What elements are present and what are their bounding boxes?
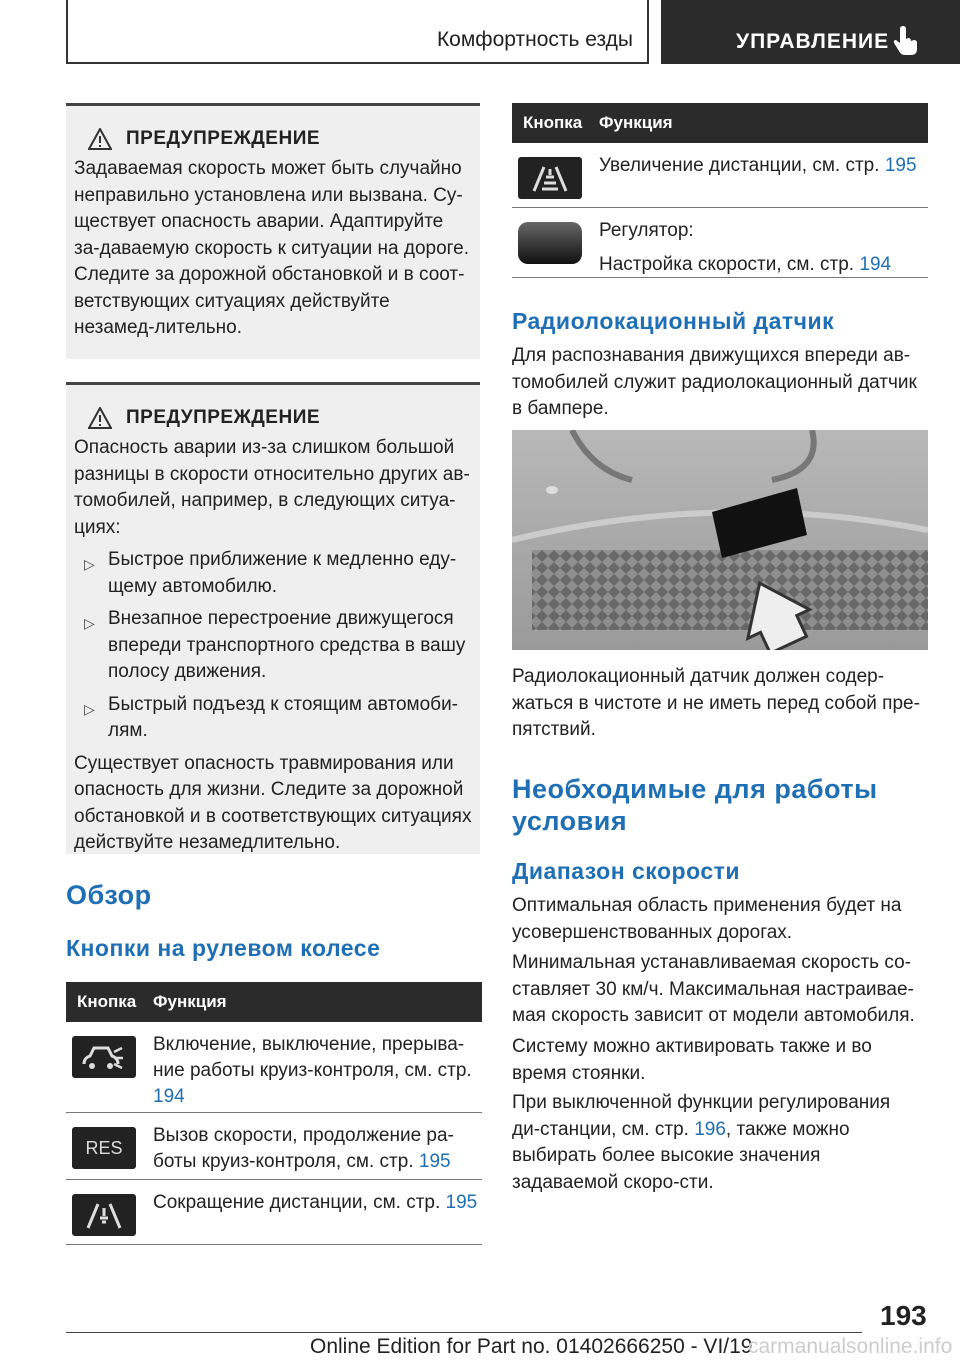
warning-list	[74, 547, 472, 745]
rocker-switch-icon	[518, 222, 582, 264]
footer-divider	[66, 1332, 862, 1333]
warning-title	[88, 128, 472, 150]
page-link[interactable]: 195	[418, 1151, 451, 1172]
table-header	[66, 982, 482, 1022]
warning-text: Задаваемая скорость может быть случайно неправильно установлена или вызвана. Су-ществует опасность аварии. Адаптируйте за-даваемую скорость к ситуации на дороге. Следите за дорожной обстановкой и в соот-ветствующих ситуациях действуйте незамед-лительно.	[74, 158, 470, 338]
table-row	[512, 143, 928, 208]
page-link[interactable]: 195	[884, 155, 917, 176]
page-link[interactable]: 194	[153, 1086, 185, 1107]
distance-increase-icon	[518, 157, 582, 199]
hand-pointer-icon	[893, 24, 919, 56]
conditions-p2: Минимальная устанавливаемая скорость со-ставляет 30 км/ч. Максимальная настраивае-мая скорость зависит от модели автомобиля.	[512, 952, 915, 1026]
conditions-heading: Необходимые для работы условия	[512, 774, 878, 836]
buttons-subheading: Кнопки на рулевом колесе	[66, 935, 381, 961]
header-chapter-tab	[661, 0, 960, 64]
conditions-p4: При выключенной функции регулирования ди-станции, см. стр. 196, также можно выбирать более высокие значения задаваемой скоро-сти.	[512, 1092, 891, 1193]
page-link[interactable]: 195	[445, 1192, 478, 1213]
warning-title	[88, 407, 472, 429]
col-button-header: Кнопка	[77, 992, 137, 1011]
bullet-triangle-icon: ▷	[84, 556, 95, 572]
row-text: Регулятор:	[599, 220, 694, 241]
conditions-p1: Оптимальная область применения будет на усовершенствованных дорогах.	[512, 895, 902, 943]
header-section-tab	[66, 0, 649, 64]
overview-heading: Обзор	[66, 880, 152, 910]
bullet-triangle-icon: ▷	[84, 700, 95, 717]
footer-edition: Online Edition for Part no. 01402666250 - VI/19	[310, 1335, 753, 1358]
list-item: ▷ Быстрое приближение к медленно еду-щему автомобилю.	[84, 549, 457, 597]
list-item: ▷ Быстрый подъезд к стоящим автомоби-лям.	[84, 693, 459, 741]
table-row	[66, 1180, 482, 1245]
table-row	[66, 1113, 482, 1180]
table-row	[512, 208, 928, 278]
warning-triangle-icon	[88, 128, 112, 150]
page-number: 193	[880, 1300, 927, 1331]
radar-caption: Радиолокационный датчик должен содер-жаться в чистоте и не иметь перед собой пре-пятствий.	[512, 666, 920, 740]
radar-text: Для распознавания движущихся впереди ав-томобилей служит радиолокационный датчик в бампере.	[512, 345, 917, 419]
warning-box-2	[66, 382, 480, 854]
list-item: ▷ Внезапное перестроение движущегося впереди транспортного средства в вашу полосу движения.	[84, 608, 466, 682]
page-link[interactable]: 194	[859, 254, 892, 275]
bullet-triangle-icon: ▷	[84, 615, 95, 631]
footer-watermark: carmanualsonline.info	[748, 1335, 953, 1358]
buttons-table-right	[512, 103, 928, 278]
radar-sensor-photo	[512, 430, 928, 650]
warning-title-text: ПРЕДУПРЕЖДЕНИЕ	[126, 128, 321, 149]
buttons-table-left	[66, 982, 482, 1245]
col-button-header: Кнопка	[523, 113, 583, 132]
header-section-title: Комфортность езды	[436, 28, 633, 51]
warning-box-1	[66, 103, 480, 359]
table-header	[512, 103, 928, 143]
cruise-control-icon	[72, 1036, 136, 1078]
warning-outro: Существует опасность травмирования или опасность для жизни. Следите за дорожной обстановкой и в соответствующих ситуациях действуйте незамедлительно.	[74, 752, 472, 853]
row-text-2: Настройка скорости, см. стр.	[599, 254, 855, 275]
row-text: Сокращение дистанции, см. стр.	[153, 1192, 441, 1213]
table-row	[66, 1022, 482, 1113]
warning-intro: Опасность аварии из-за слишком большой разницы в скорости относительно других ав-томобилей, например, в следующих ситуа-циях:	[74, 437, 470, 538]
col-function-header: Функция	[153, 992, 227, 1011]
row-text: Включение, выключение, прерыва-ние работы круиз-контроля, см. стр.	[153, 1034, 472, 1081]
res-button-icon: RES	[72, 1127, 136, 1169]
distance-decrease-icon	[72, 1194, 136, 1236]
warning-triangle-icon	[88, 407, 112, 429]
col-function-header: Функция	[599, 113, 673, 132]
radar-heading: Радиолокационный датчик	[512, 308, 835, 334]
warning-title-text: ПРЕДУПРЕЖДЕНИЕ	[126, 407, 321, 428]
speed-range-subheading: Диапазон скорости	[512, 858, 741, 884]
row-text: Увеличение дистанции, см. стр.	[599, 155, 880, 176]
conditions-p3: Систему можно активировать также и во время стоянки.	[512, 1036, 872, 1084]
row-text: Вызов скорости, продолжение ра-боты круиз-контроля, см. стр.	[153, 1125, 454, 1172]
page-link[interactable]: 196	[694, 1118, 726, 1140]
header-chapter-title: УПРАВЛЕНИЕ	[736, 30, 890, 53]
